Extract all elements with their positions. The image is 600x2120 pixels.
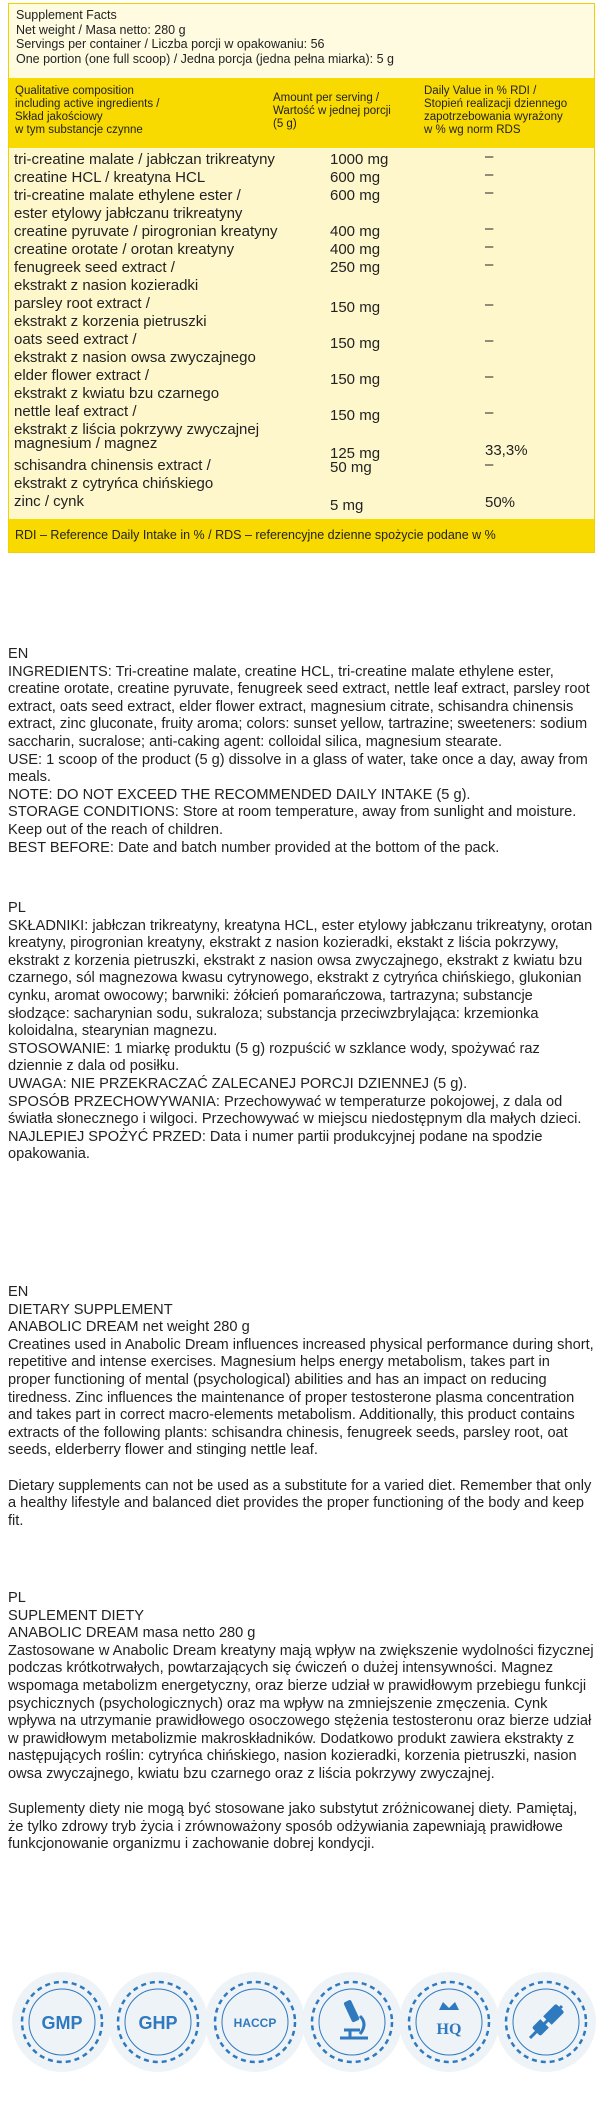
- text-paragraph: PL: [8, 1590, 26, 1606]
- ingredient-amount: 50 mg: [330, 459, 372, 476]
- ingredient-amount: 400 mg: [330, 241, 381, 258]
- facts-title: Supplement Facts: [16, 8, 117, 22]
- ingredient-amount: 150 mg: [330, 371, 381, 388]
- header-daily-value: [424, 85, 594, 137]
- en-ingredients-block: [8, 646, 594, 857]
- ingredient-daily-value: –: [485, 238, 494, 255]
- ingredient-amount: 600 mg: [330, 187, 381, 204]
- text-paragraph: [8, 1460, 594, 1478]
- facts-column-headers: [9, 78, 594, 148]
- text-paragraph: STOSOWANIE: 1 miarkę produktu (5 g) rozpuścić w szklance wody, spożywać raz dziennie z dala od posiłku.: [8, 1040, 540, 1075]
- servings-per-container: Servings per container / Liczba porcji w opakowaniu: 56: [16, 37, 325, 51]
- text-paragraph: UWAGA: NIE PRZEKRACZAĆ ZALECANEJ PORCJI DZIENNEJ (5 g).: [8, 1075, 468, 1092]
- ingredient-name-line: tri-creatine malate ethylene ester /: [14, 187, 241, 204]
- header-line: Stopień realizacji dziennego: [424, 98, 568, 110]
- header-line: (5 g): [273, 118, 297, 130]
- ingredient-name-line: tri-creatine malate / jabłczan trikreatyny: [14, 151, 275, 168]
- ingredient-daily-value: 50%: [485, 494, 516, 511]
- gmp-badge-icon: [12, 1972, 112, 2072]
- ingredient-name-line: magnesium / magnez: [14, 435, 158, 452]
- ghp-badge-icon: [108, 1972, 208, 2072]
- text-paragraph: Zastosowane w Anabolic Dream kreatyny mają wpływ na zwiększenie wydolności fizycznej podczas krótkotrwałych, powtarzających się ćwiczeń o dużej intensywności. Magnez wspomaga metabolizm energetyczny, oraz bierze udział w prawidłowym przebiegu funkcji psychicznych (psychologicznych) oraz ma wpływ na zmniejszenie zmęczenia. Cynk wpływa na utrzymanie prawidłowego osoczowego stężenia testosteronu oraz bierze udział w prawidłowym metabolizmie makroskładników. Dodatkowo produkt zawiera ekstrakty z następujących roślin: cytryńca chińskiego, nasion kozieradki, korzenia pietruszki, nasion owsa zwyczajnego, kwiatu bzu czarnego oraz z liścia pokrzywy zwyczajnej.: [8, 1642, 594, 1782]
- ingredient-daily-value: –: [485, 166, 494, 183]
- facts-header: [9, 4, 594, 66]
- certification-badges: [12, 1972, 592, 2076]
- ingredient-name: [14, 169, 329, 187]
- no-doping-badge-icon: [496, 1972, 596, 2072]
- header-composition: [15, 85, 275, 137]
- ingredient-amount: 250 mg: [330, 259, 381, 276]
- ingredient-name-line: ekstrakt z kwiatu bzu czarnego: [14, 385, 220, 402]
- ingredient-name-line: zinc / cynk: [14, 493, 85, 510]
- ingredient-name: [14, 457, 329, 493]
- ingredient-name: [14, 187, 329, 223]
- ingredient-name: [14, 259, 329, 295]
- ingredient-daily-value: –: [485, 184, 494, 201]
- ingredient-amount: 125 mg: [330, 445, 381, 462]
- supplement-facts-panel: [8, 3, 595, 553]
- portion-size: One portion (one full scoop) / Jedna porcja (jedna pełna miarka): 5 g: [16, 51, 394, 66]
- ingredient-daily-value: –: [485, 368, 494, 385]
- ingredient-name-line: ekstrakt z nasion owsa zwyczajnego: [14, 349, 256, 366]
- ingredient-daily-value: –: [485, 296, 494, 313]
- ghp-badge-text: GHP: [138, 2013, 178, 2033]
- header-amount: [273, 92, 423, 131]
- ingredient-name: [14, 367, 329, 403]
- ingredient-daily-value: –: [485, 148, 494, 165]
- header-line: zapotrzebowania wyrażony: [424, 111, 563, 123]
- header-line: Amount per serving /: [273, 92, 380, 104]
- ingredient-name-line: ekstrakt z liścia pokrzywy zwyczajnej: [14, 421, 260, 438]
- header-line: Qualitative composition: [15, 85, 134, 97]
- ingredient-name-line: oats seed extract /: [14, 331, 137, 348]
- text-paragraph: EN: [8, 1284, 29, 1300]
- text-paragraph: EN: [8, 646, 29, 662]
- ingredient-name-line: creatine pyruvate / pirogronian kreatyny: [14, 223, 278, 240]
- text-paragraph: Suplementy diety nie mogą być stosowane jako substytut zróżnicowanej diety. Pamiętaj, że tylko zdrowy tryb życia i zrównoważony sposób odżywiania zapewniają prawidłowe funkcjonowanie organizmu i zachowanie dobrej kondycji.: [8, 1801, 578, 1853]
- haccp-badge-icon: [205, 1972, 305, 2072]
- text-paragraph: PL: [8, 900, 26, 916]
- ingredient-amount: 400 mg: [330, 223, 381, 240]
- ingredient-name: [14, 435, 329, 453]
- ingredient-daily-value: –: [485, 332, 494, 349]
- rdi-footnote: RDI – Reference Daily Intake in % / RDS – referencyjne dzienne spożycie podane w %: [9, 519, 594, 552]
- ingredient-name-line: ester etylowy jabłczanu trikreatyny: [14, 205, 243, 222]
- ingredient-amount: 150 mg: [330, 299, 381, 316]
- ingredient-name-line: parsley root extract /: [14, 295, 150, 312]
- ingredient-name-line: schisandra chinensis extract /: [14, 457, 211, 474]
- net-weight: Net weight / Masa netto: 280 g: [16, 22, 186, 37]
- ingredient-amount: 5 mg: [330, 497, 364, 514]
- ingredient-name: [14, 403, 329, 439]
- ingredient-name-line: nettle leaf extract /: [14, 403, 137, 420]
- header-line: Skład jakościowy: [15, 111, 103, 123]
- ingredient-name: [14, 295, 329, 331]
- ingredient-name-line: creatine HCL / kreatyna HCL: [14, 169, 206, 186]
- ingredient-name-line: creatine orotate / orotan kreatyny: [14, 241, 235, 258]
- text-paragraph: Dietary supplements can not be used as a substitute for a varied diet. Remember that only a healthy lifestyle and balanced diet provides the proper functioning of the body and keep fit.: [8, 1477, 592, 1529]
- ingredient-amount: 1000 mg: [330, 151, 389, 168]
- ingredient-name-line: ekstrakt z nasion kozieradki: [14, 277, 199, 294]
- pl-ingredients-block: [8, 900, 594, 1164]
- ingredient-daily-value: –: [485, 404, 494, 421]
- text-paragraph: DIETARY SUPPLEMENT: [8, 1301, 173, 1318]
- hq-badge-text: HQ: [436, 2021, 462, 2038]
- text-paragraph: Creatines used in Anabolic Dream influences increased physical performance during short, repetitive and intense exercises. Magnesium helps energy metabolism, takes part in proper functioning of mental (psychological) abilities and has an impact on reducing tiredness. Zinc influences the maintenance of proper testosterone plasma concentration and takes part in correct macro-elements metabolism. Additionally, this product contains extracts of the following plants: schisandra chinesis, fenugreek seeds, parsley root, oat seeds, elderberry flower and stinging nettle leaf.: [8, 1336, 594, 1459]
- microscope-badge-icon: [302, 1972, 402, 2072]
- header-line: Wartość w jednej porcji: [273, 105, 391, 117]
- text-paragraph: INGREDIENTS: Tri-creatine malate, creatine HCL, tri-creatine malate ethylene ester, creatine orotate, creatine pyruvate, fenugreek seed extract, nettle leaf extract, parsley root extract, oats seed extract, elder flower extract, magnesium citrate, schisandra chinensis extract, zinc gluconate, fruity aroma; colors: sunset yellow, tartrazine; sweeteners: sodium saccharin, sucralose; anti-caking agent: colloidal silica, magnesium stearate.: [8, 663, 590, 750]
- text-paragraph: NAJLEPIEJ SPOŻYĆ PRZED: Data i numer partii produkcyjnej podane na spodzie opakowania.: [8, 1128, 543, 1163]
- header-line: w % wg norm RDS: [424, 124, 521, 136]
- ingredient-name: [14, 331, 329, 367]
- ingredient-name-line: ekstrakt z korzenia pietruszki: [14, 313, 207, 330]
- ingredient-amount: 600 mg: [330, 169, 381, 186]
- ingredient-amount: 150 mg: [330, 335, 381, 352]
- text-paragraph: SKŁADNIKI: jabłczan trikreatyny, kreatyna HCL, ester etylowy jabłczanu trikreatyny, orotan kreatyny, pirogronian kreatyny, ekstrakt z nasion kozieradki, ekstakt z liścia pokrzywy, ekstrakt z korzenia pietruszki, ekstrakt z nasion owsa zwyczajnego, ekstrakt z kwiatu bzu czarnego, sól magnezowa kwasu cytrynowego, ekstrakt z cytryńca chińskiego, glukonian cynku, aromat owocowy; barwniki: żółcień pomarańczowa, tartrazyna; substancje słodzące: sacharynian sodu, sukraloza; substancja przeciwzbrylająca: krzemionka koloidalna, stearynian magnezu.: [8, 917, 593, 1040]
- en-dietary-supplement-block: [8, 1284, 594, 1530]
- ingredient-name: [14, 493, 329, 511]
- text-paragraph: STORAGE CONDITIONS: Store at room temperature, away from sunlight and moisture. Keep out of the reach of children.: [8, 804, 577, 838]
- ingredient-amount: 150 mg: [330, 407, 381, 424]
- header-line: Daily Value in % RDI /: [424, 85, 537, 97]
- ingredient-name: [14, 241, 329, 259]
- pl-dietary-supplement-block: [8, 1590, 594, 1854]
- ingredient-daily-value: –: [485, 220, 494, 237]
- text-paragraph: [8, 1784, 594, 1802]
- text-paragraph: USE: 1 scoop of the product (5 g) dissolve in a glass of water, take once a day, away from meals.: [8, 751, 588, 786]
- header-line: including active ingredients /: [15, 98, 160, 110]
- ingredient-name: [14, 151, 329, 169]
- ingredient-name-line: elder flower extract /: [14, 367, 150, 384]
- text-paragraph: ANABOLIC DREAM masa netto 280 g: [8, 1625, 256, 1642]
- ingredient-table: [9, 149, 594, 519]
- text-paragraph: SPOSÓB PRZECHOWYWANIA: Przechowywać w temperaturze pokojowej, z dala od światła słonecznego i wilgoci. Przechowywać w miejscu niedostępnym dla małych dzieci.: [8, 1093, 582, 1128]
- hq-crown-badge-icon: [399, 1972, 499, 2072]
- haccp-badge-text: HACCP: [233, 2016, 277, 2030]
- ingredient-name-line: fenugreek seed extract /: [14, 259, 175, 276]
- ingredient-daily-value: –: [485, 456, 494, 473]
- ingredient-daily-value: 33,3%: [485, 442, 528, 459]
- header-line: w tym substancje czynne: [15, 124, 143, 136]
- text-paragraph: BEST BEFORE: Date and batch number provided at the bottom of the pack.: [8, 839, 500, 856]
- ingredient-daily-value: –: [485, 256, 494, 273]
- gmp-badge-text: GMP: [41, 2013, 83, 2033]
- text-paragraph: ANABOLIC DREAM net weight 280 g: [8, 1319, 250, 1336]
- text-paragraph: SUPLEMENT DIETY: [8, 1607, 144, 1624]
- ingredient-name-line: ekstrakt z cytryńca chińskiego: [14, 475, 214, 492]
- ingredient-name: [14, 223, 329, 241]
- text-paragraph: NOTE: DO NOT EXCEED THE RECOMMENDED DAILY INTAKE (5 g).: [8, 786, 471, 803]
